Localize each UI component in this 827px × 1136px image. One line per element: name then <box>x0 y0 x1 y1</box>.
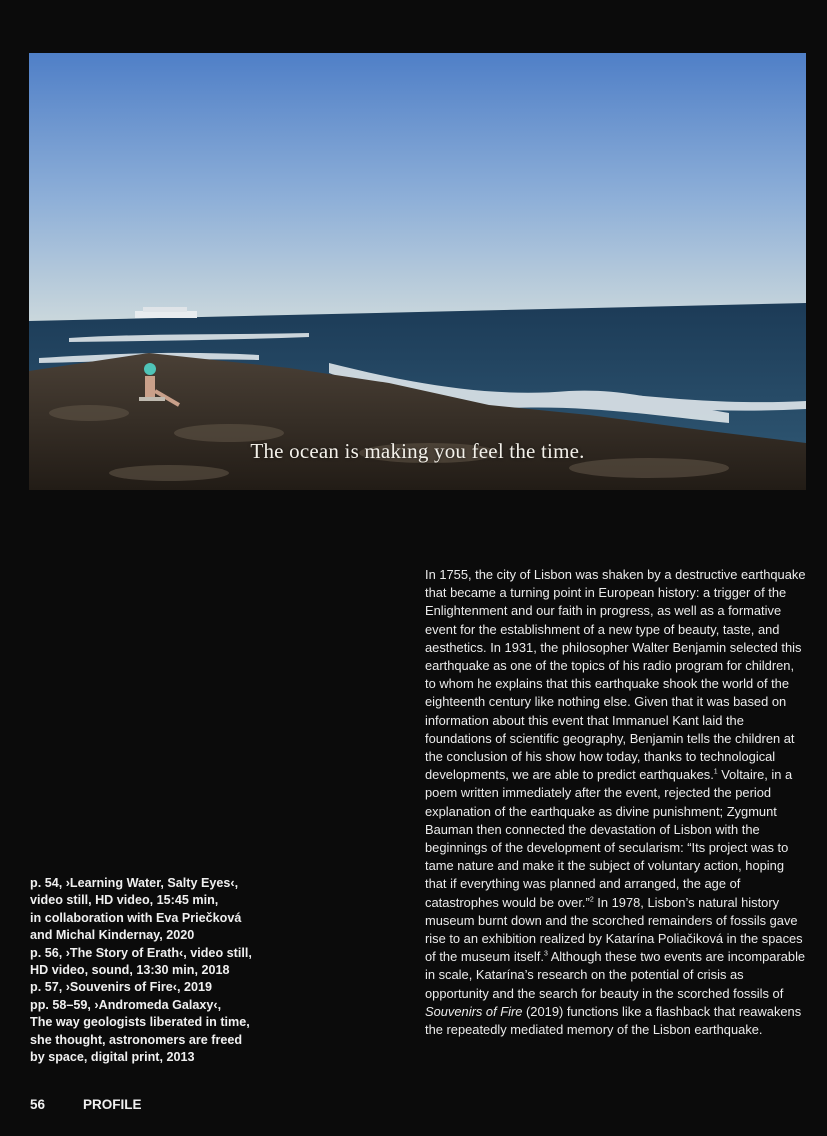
video-subtitle: The ocean is making you feel the time. <box>250 439 585 463</box>
sky <box>29 53 806 323</box>
page-number: 56 <box>30 1097 46 1112</box>
caption-line: p. 56, ›The Story of Erath‹, video still, <box>30 945 252 960</box>
caption-line: p. 54, ›Learning Water, Salty Eyes‹, <box>30 876 239 890</box>
caption-line: and Michal Kindernay, 2020 <box>30 928 195 943</box>
footnote-ref-1: 1 <box>713 768 718 776</box>
video-still-photo <box>29 53 806 490</box>
caption-line: HD video, sound, 13:30 min, 2018 <box>30 963 230 978</box>
footnote-ref-2: 2 <box>589 896 594 904</box>
essay-text-part-1: In 1755, the city of Lisbon was shaken by a destructive earthquake that became a turning point in European history: a trigger of the Enlightenment and our faith in progress, as well as a formative event for the establishment of a new type of beauty, taste, and aesthetics. In 1931, the philosopher Walter Benjamin selected this earthquake as one of the topics of his radio program for children, to whom he explains that this earthquake shook the world of the eighteenth century like nothing else. Given that it was based on information about this event that Immanuel Kant laid the foundations of scientific geography, Benjamin tells the children at the conclusion of his show how today, thanks to technological developments, we are able to predict earthquakes. <box>425 567 806 783</box>
caption-line: p. 57, ›Souvenirs of Fire‹, 2019 <box>30 980 212 995</box>
essay-body-text <box>425 566 807 1039</box>
caption-line: she thought, astronomers are freed <box>30 1032 243 1047</box>
page-footer <box>30 1097 142 1112</box>
caption-line: by space, digital print, 2013 <box>30 1050 195 1065</box>
section-label: PROFILE <box>83 1097 142 1112</box>
essay-text-part-3: In 1978, Lisbon’s natural history museum burnt down and the scorched remainders of fossils gave rise to an exhibition realized by Katarína Poliačiková in the spaces of the museum itself. <box>425 894 803 965</box>
ocean-scene <box>29 53 806 490</box>
caption-line: pp. 58–59, ›Andromeda Galaxy‹, <box>30 997 222 1012</box>
footnote-ref-3: 3 <box>543 950 548 958</box>
essay-text-part-4: Although these two events are incomparable in scale, Katarína’s research on the potential of crisis as opportunity and the search for beauty in the scorched fossils of <box>425 949 806 1001</box>
essay-title-italic: Souvenirs of Fire <box>425 1003 523 1019</box>
caption-line: The way geologists liberated in time, <box>30 1015 250 1030</box>
essay-text-part-2: Voltaire, in a poem written immediately after the event, rejected the period explanation of the earthquake as divine punishment; Zygmunt Bauman then connected the devastation of Lisbon with the beginnings of the development of secularism: “Its project was to tame nature and make it the subject of voluntary action, hoping that if everything was planned and arranged, the age of catastrophes would be over.” <box>425 767 793 910</box>
essay-text-part-5: (2019) functions like a flashback that reawakens the repeatedly mediated memory of the Lisbon earthquake. <box>425 1003 802 1038</box>
caption-line: video still, HD video, 15:45 min, <box>30 893 219 908</box>
image-captions <box>30 875 310 1066</box>
caption-line: in collaboration with Eva Priečková <box>30 910 242 925</box>
